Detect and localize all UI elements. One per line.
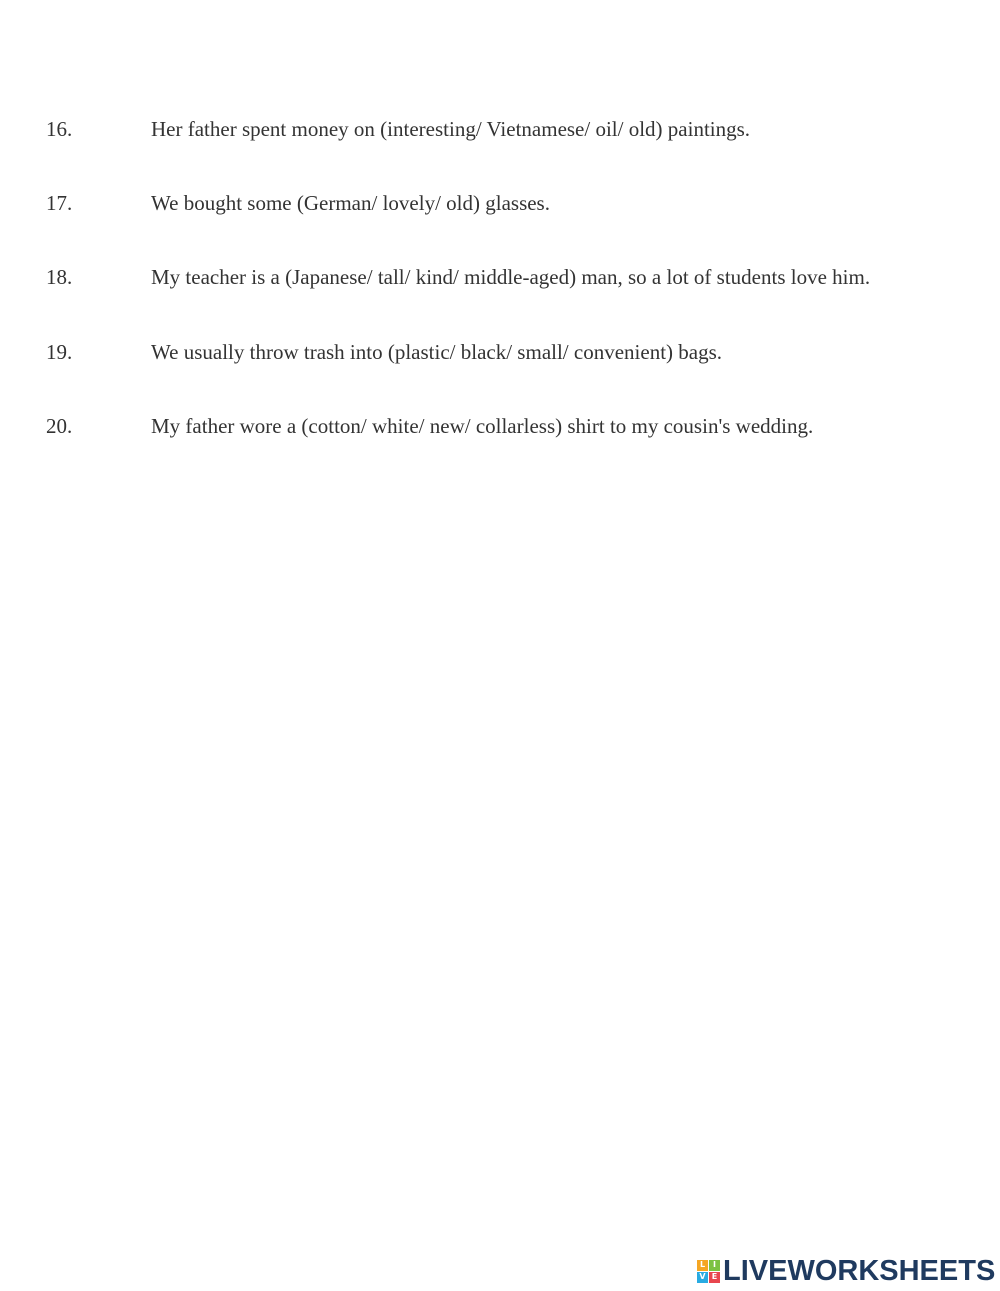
liveworksheets-logo [697, 1256, 995, 1286]
logo-block-l: L [697, 1260, 708, 1271]
question-item [0, 265, 1000, 295]
question-item [0, 340, 1000, 370]
question-number: 18. [46, 265, 73, 289]
logo-text: LIVEWORKSHEETS [723, 1254, 996, 1287]
question-text: Her father spent money on (interesting/ Vietnamese/ oil/ old) paintings. [151, 117, 751, 141]
question-number: 17. [46, 191, 73, 215]
question-item [0, 191, 1000, 221]
logo-block-e: E [709, 1272, 720, 1283]
question-number: 16. [46, 117, 73, 141]
question-item [0, 117, 1000, 147]
question-item [0, 414, 1000, 444]
logo-block-i: I [709, 1260, 720, 1271]
logo-blocks-icon [697, 1260, 720, 1283]
question-number: 20. [46, 414, 73, 438]
question-text: My teacher is a (Japanese/ tall/ kind/ middle-aged) man, so a lot of students love him. [151, 265, 871, 289]
question-text: We bought some (German/ lovely/ old) glasses. [151, 191, 550, 215]
question-text: We usually throw trash into (plastic/ black/ small/ convenient) bags. [151, 340, 723, 364]
logo-block-v: V [697, 1272, 708, 1283]
question-text: My father wore a (cotton/ white/ new/ collarless) shirt to my cousin's wedding. [151, 414, 814, 438]
question-number: 19. [46, 340, 73, 364]
